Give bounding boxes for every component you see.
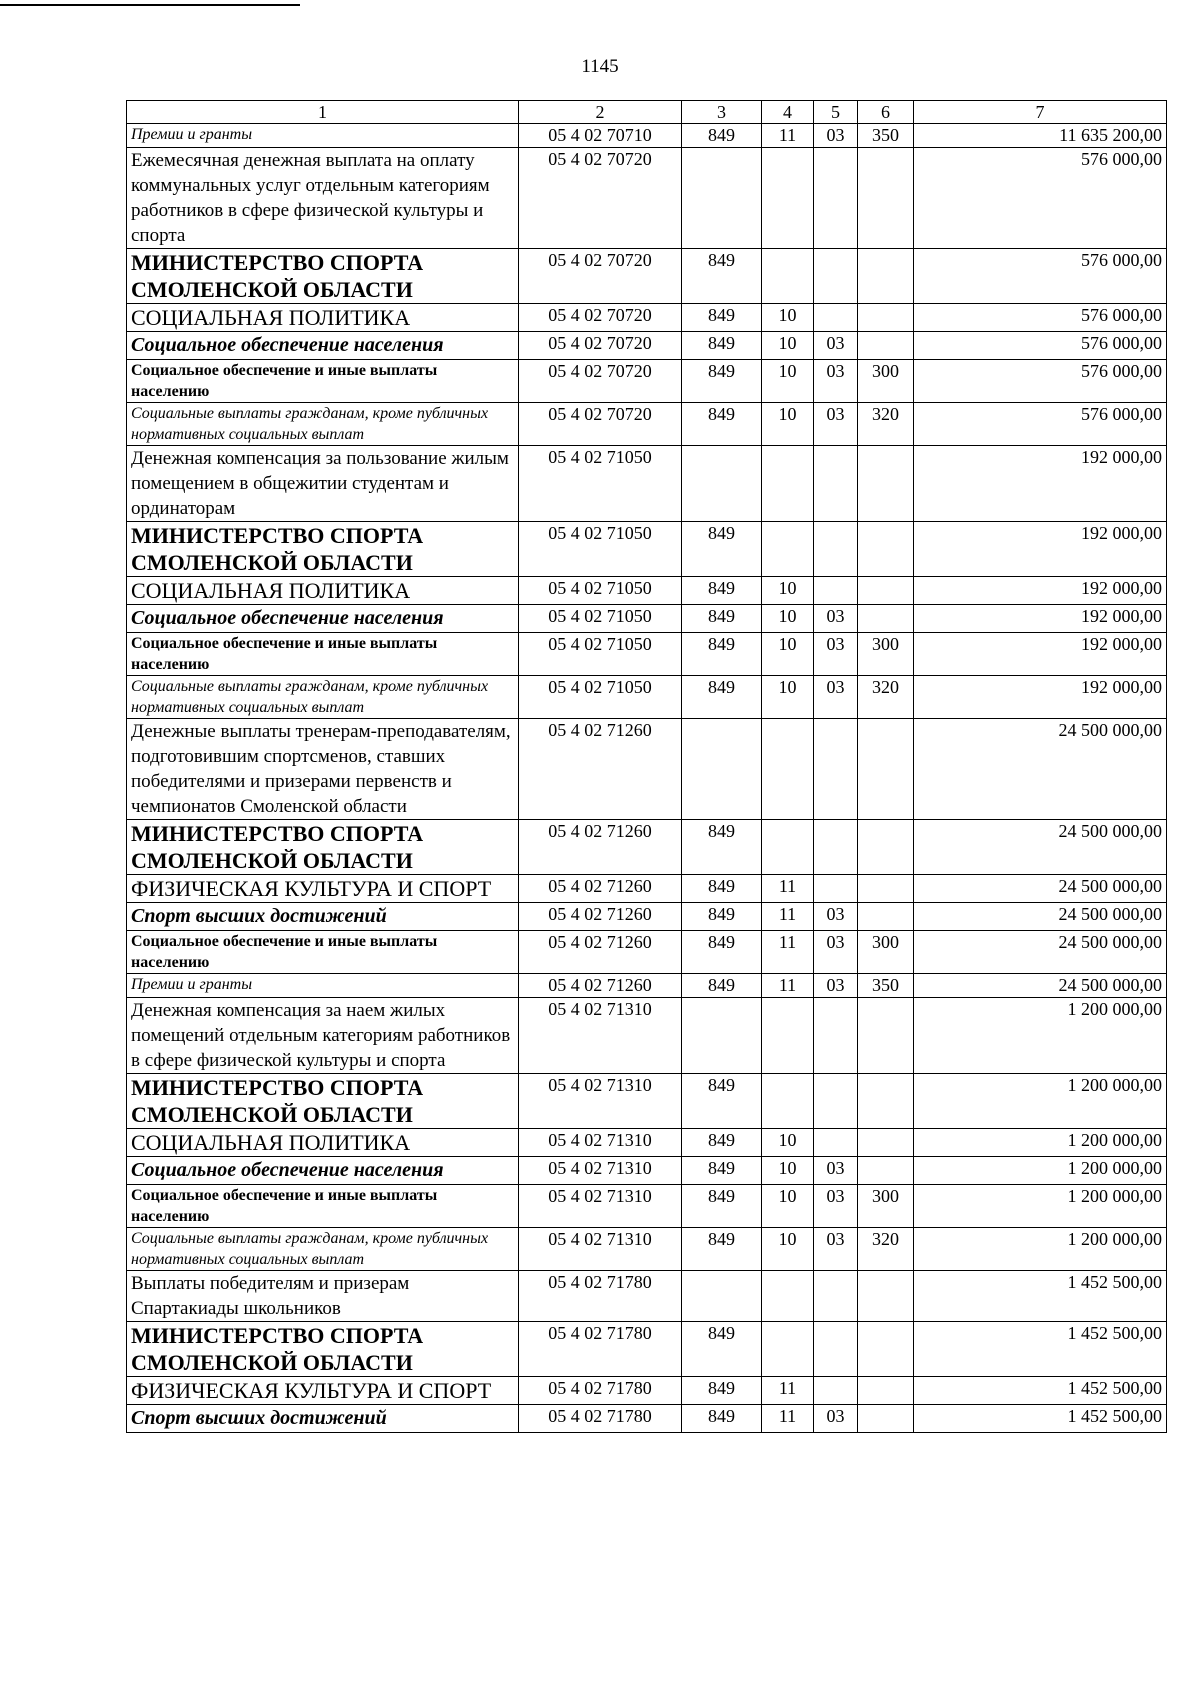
target-article-code: 05 4 02 71780 xyxy=(519,1322,682,1377)
target-article-code: 05 4 02 70710 xyxy=(519,124,682,148)
expense-type-code: 350 xyxy=(858,974,914,998)
target-article-code: 05 4 02 71050 xyxy=(519,522,682,577)
target-article-code: 05 4 02 71260 xyxy=(519,719,682,820)
subsection-code xyxy=(814,148,858,249)
item-name: Социальное обеспечение населения xyxy=(127,1157,519,1185)
target-article-code: 05 4 02 71260 xyxy=(519,875,682,903)
subsection-code xyxy=(814,1129,858,1157)
expense-type-code: 350 xyxy=(858,124,914,148)
expense-type-code: 300 xyxy=(858,1185,914,1228)
amount: 192 000,00 xyxy=(914,633,1167,676)
item-name: Спорт высших достижений xyxy=(127,1405,519,1433)
target-article-code: 05 4 02 71780 xyxy=(519,1377,682,1405)
target-article-code: 05 4 02 71050 xyxy=(519,446,682,522)
administrator-code: 849 xyxy=(682,332,762,360)
item-name: Социальное обеспечение и иные выплаты населению xyxy=(127,360,519,403)
item-name: СОЦИАЛЬНАЯ ПОЛИТИКА xyxy=(127,304,519,332)
expense-type-code xyxy=(858,1157,914,1185)
item-name: ФИЗИЧЕСКАЯ КУЛЬТУРА И СПОРТ xyxy=(127,1377,519,1405)
amount: 24 500 000,00 xyxy=(914,974,1167,998)
table-row xyxy=(127,931,1167,974)
budget-table xyxy=(126,100,1167,1433)
target-article-code: 05 4 02 71050 xyxy=(519,577,682,605)
amount: 576 000,00 xyxy=(914,332,1167,360)
subsection-code: 03 xyxy=(814,974,858,998)
administrator-code xyxy=(682,446,762,522)
table-row xyxy=(127,124,1167,148)
table-row xyxy=(127,719,1167,820)
item-name: СОЦИАЛЬНАЯ ПОЛИТИКА xyxy=(127,577,519,605)
subsection-code xyxy=(814,577,858,605)
expense-type-code xyxy=(858,522,914,577)
subsection-code xyxy=(814,304,858,332)
item-name: Денежная компенсация за наем жилых помещений отдельным категориям работников в сфере физической культуры и спорта xyxy=(127,998,519,1074)
expense-type-code xyxy=(858,148,914,249)
administrator-code: 849 xyxy=(682,1405,762,1433)
section-code: 10 xyxy=(762,1129,814,1157)
item-name: Денежные выплаты тренерам-преподавателям, подготовившим спортсменов, ставших победителями и призерами первенств и чемпионатов Смоленской области xyxy=(127,719,519,820)
expense-type-code: 320 xyxy=(858,1228,914,1271)
section-code xyxy=(762,522,814,577)
item-name: Выплаты победителям и призерам Спартакиады школьников xyxy=(127,1271,519,1322)
subsection-code: 03 xyxy=(814,605,858,633)
subsection-code xyxy=(814,1074,858,1129)
section-code xyxy=(762,1322,814,1377)
subsection-code: 03 xyxy=(814,931,858,974)
expense-type-code xyxy=(858,1322,914,1377)
target-article-code: 05 4 02 71260 xyxy=(519,931,682,974)
item-name: Социальное обеспечение и иные выплаты населению xyxy=(127,931,519,974)
subsection-code xyxy=(814,998,858,1074)
table-row xyxy=(127,446,1167,522)
administrator-code xyxy=(682,998,762,1074)
item-name: Спорт высших достижений xyxy=(127,903,519,931)
expense-type-code xyxy=(858,1405,914,1433)
table-row xyxy=(127,522,1167,577)
column-header: 6 xyxy=(858,101,914,124)
item-name: ФИЗИЧЕСКАЯ КУЛЬТУРА И СПОРТ xyxy=(127,875,519,903)
administrator-code: 849 xyxy=(682,974,762,998)
expense-type-code: 300 xyxy=(858,360,914,403)
target-article-code: 05 4 02 70720 xyxy=(519,304,682,332)
target-article-code: 05 4 02 71050 xyxy=(519,676,682,719)
table-row xyxy=(127,403,1167,446)
target-article-code: 05 4 02 71310 xyxy=(519,998,682,1074)
subsection-code: 03 xyxy=(814,676,858,719)
column-header: 1 xyxy=(127,101,519,124)
administrator-code xyxy=(682,1271,762,1322)
column-header: 2 xyxy=(519,101,682,124)
table-row xyxy=(127,676,1167,719)
administrator-code: 849 xyxy=(682,1129,762,1157)
subsection-code xyxy=(814,522,858,577)
subsection-code xyxy=(814,1377,858,1405)
subsection-code: 03 xyxy=(814,332,858,360)
amount: 576 000,00 xyxy=(914,249,1167,304)
amount: 192 000,00 xyxy=(914,522,1167,577)
administrator-code: 849 xyxy=(682,1074,762,1129)
table-row xyxy=(127,1074,1167,1129)
column-header: 4 xyxy=(762,101,814,124)
section-code xyxy=(762,820,814,875)
section-code xyxy=(762,1074,814,1129)
amount: 24 500 000,00 xyxy=(914,875,1167,903)
page-number: 1145 xyxy=(581,56,619,77)
target-article-code: 05 4 02 71310 xyxy=(519,1185,682,1228)
item-name: МИНИСТЕРСТВО СПОРТА СМОЛЕНСКОЙ ОБЛАСТИ xyxy=(127,522,519,577)
amount: 576 000,00 xyxy=(914,360,1167,403)
amount: 1 200 000,00 xyxy=(914,1228,1167,1271)
item-name: Премии и гранты xyxy=(127,974,519,998)
amount: 24 500 000,00 xyxy=(914,719,1167,820)
subsection-code: 03 xyxy=(814,403,858,446)
target-article-code: 05 4 02 70720 xyxy=(519,249,682,304)
item-name: Ежемесячная денежная выплата на оплату коммунальных услуг отдельным категориям работников в сфере физической культуры и спорта xyxy=(127,148,519,249)
section-code xyxy=(762,998,814,1074)
section-code: 10 xyxy=(762,577,814,605)
table-row xyxy=(127,875,1167,903)
expense-type-code xyxy=(858,304,914,332)
item-name: Социальное обеспечение населения xyxy=(127,605,519,633)
target-article-code: 05 4 02 71310 xyxy=(519,1074,682,1129)
item-name: СОЦИАЛЬНАЯ ПОЛИТИКА xyxy=(127,1129,519,1157)
item-name: Социальное обеспечение и иные выплаты населению xyxy=(127,1185,519,1228)
expense-type-code xyxy=(858,249,914,304)
table-row xyxy=(127,633,1167,676)
table-row xyxy=(127,1271,1167,1322)
subsection-code: 03 xyxy=(814,633,858,676)
table-row xyxy=(127,1129,1167,1157)
column-header: 5 xyxy=(814,101,858,124)
target-article-code: 05 4 02 70720 xyxy=(519,403,682,446)
expense-type-code xyxy=(858,446,914,522)
subsection-code xyxy=(814,1322,858,1377)
subsection-code: 03 xyxy=(814,1228,858,1271)
subsection-code xyxy=(814,820,858,875)
administrator-code: 849 xyxy=(682,403,762,446)
expense-type-code: 320 xyxy=(858,403,914,446)
section-code: 11 xyxy=(762,1405,814,1433)
amount: 1 452 500,00 xyxy=(914,1322,1167,1377)
expense-type-code xyxy=(858,820,914,875)
amount: 1 452 500,00 xyxy=(914,1405,1167,1433)
administrator-code: 849 xyxy=(682,1377,762,1405)
subsection-code xyxy=(814,249,858,304)
target-article-code: 05 4 02 71050 xyxy=(519,633,682,676)
subsection-code xyxy=(814,719,858,820)
administrator-code xyxy=(682,148,762,249)
administrator-code: 849 xyxy=(682,820,762,875)
amount: 1 200 000,00 xyxy=(914,1074,1167,1129)
amount: 576 000,00 xyxy=(914,403,1167,446)
section-code: 10 xyxy=(762,1157,814,1185)
table-row xyxy=(127,1322,1167,1377)
expense-type-code xyxy=(858,332,914,360)
table-row xyxy=(127,903,1167,931)
table-row xyxy=(127,974,1167,998)
item-name: Социальные выплаты гражданам, кроме публичных нормативных социальных выплат xyxy=(127,676,519,719)
expense-type-code xyxy=(858,1271,914,1322)
subsection-code: 03 xyxy=(814,1405,858,1433)
item-name: Премии и гранты xyxy=(127,124,519,148)
item-name: МИНИСТЕРСТВО СПОРТА СМОЛЕНСКОЙ ОБЛАСТИ xyxy=(127,1074,519,1129)
administrator-code: 849 xyxy=(682,1228,762,1271)
table-header-row xyxy=(127,101,1167,124)
target-article-code: 05 4 02 70720 xyxy=(519,360,682,403)
administrator-code: 849 xyxy=(682,903,762,931)
subsection-code: 03 xyxy=(814,1185,858,1228)
section-code: 10 xyxy=(762,332,814,360)
section-code: 10 xyxy=(762,360,814,403)
section-code: 10 xyxy=(762,605,814,633)
item-name: Социальные выплаты гражданам, кроме публичных нормативных социальных выплат xyxy=(127,403,519,446)
administrator-code: 849 xyxy=(682,360,762,403)
target-article-code: 05 4 02 71260 xyxy=(519,820,682,875)
amount: 1 200 000,00 xyxy=(914,1157,1167,1185)
section-code: 10 xyxy=(762,1228,814,1271)
amount: 24 500 000,00 xyxy=(914,931,1167,974)
table-row xyxy=(127,577,1167,605)
item-name: Социальное обеспечение и иные выплаты населению xyxy=(127,633,519,676)
amount: 192 000,00 xyxy=(914,446,1167,522)
expense-type-code xyxy=(858,1129,914,1157)
table-row xyxy=(127,332,1167,360)
subsection-code xyxy=(814,446,858,522)
expense-type-code xyxy=(858,605,914,633)
subsection-code: 03 xyxy=(814,124,858,148)
target-article-code: 05 4 02 71260 xyxy=(519,974,682,998)
table-row xyxy=(127,249,1167,304)
section-code: 11 xyxy=(762,974,814,998)
administrator-code: 849 xyxy=(682,249,762,304)
subsection-code xyxy=(814,1271,858,1322)
administrator-code: 849 xyxy=(682,304,762,332)
table-row xyxy=(127,1157,1167,1185)
expense-type-code xyxy=(858,719,914,820)
section-code: 10 xyxy=(762,1185,814,1228)
administrator-code: 849 xyxy=(682,931,762,974)
target-article-code: 05 4 02 71310 xyxy=(519,1129,682,1157)
section-code: 11 xyxy=(762,931,814,974)
target-article-code: 05 4 02 71780 xyxy=(519,1405,682,1433)
administrator-code: 849 xyxy=(682,1157,762,1185)
item-name: МИНИСТЕРСТВО СПОРТА СМОЛЕНСКОЙ ОБЛАСТИ xyxy=(127,1322,519,1377)
table-row xyxy=(127,1185,1167,1228)
table-row xyxy=(127,360,1167,403)
administrator-code: 849 xyxy=(682,676,762,719)
administrator-code: 849 xyxy=(682,1185,762,1228)
administrator-code: 849 xyxy=(682,1322,762,1377)
section-code: 10 xyxy=(762,403,814,446)
target-article-code: 05 4 02 71310 xyxy=(519,1157,682,1185)
administrator-code: 849 xyxy=(682,633,762,676)
amount: 1 452 500,00 xyxy=(914,1271,1167,1322)
administrator-code xyxy=(682,719,762,820)
item-name: Социальные выплаты гражданам, кроме публичных нормативных социальных выплат xyxy=(127,1228,519,1271)
table-row xyxy=(127,1377,1167,1405)
expense-type-code xyxy=(858,875,914,903)
expense-type-code xyxy=(858,1377,914,1405)
item-name: Социальное обеспечение населения xyxy=(127,332,519,360)
section-code: 11 xyxy=(762,124,814,148)
section-code: 10 xyxy=(762,633,814,676)
table-row xyxy=(127,304,1167,332)
expense-type-code: 300 xyxy=(858,931,914,974)
target-article-code: 05 4 02 70720 xyxy=(519,332,682,360)
target-article-code: 05 4 02 70720 xyxy=(519,148,682,249)
column-header: 3 xyxy=(682,101,762,124)
table-row xyxy=(127,998,1167,1074)
section-code xyxy=(762,148,814,249)
top-rule xyxy=(0,4,300,6)
target-article-code: 05 4 02 71780 xyxy=(519,1271,682,1322)
amount: 576 000,00 xyxy=(914,304,1167,332)
subsection-code: 03 xyxy=(814,1157,858,1185)
item-name: МИНИСТЕРСТВО СПОРТА СМОЛЕНСКОЙ ОБЛАСТИ xyxy=(127,249,519,304)
section-code xyxy=(762,719,814,820)
amount: 24 500 000,00 xyxy=(914,820,1167,875)
section-code: 11 xyxy=(762,875,814,903)
amount: 1 200 000,00 xyxy=(914,998,1167,1074)
expense-type-code: 300 xyxy=(858,633,914,676)
amount: 11 635 200,00 xyxy=(914,124,1167,148)
item-name: МИНИСТЕРСТВО СПОРТА СМОЛЕНСКОЙ ОБЛАСТИ xyxy=(127,820,519,875)
expense-type-code: 320 xyxy=(858,676,914,719)
amount: 1 200 000,00 xyxy=(914,1185,1167,1228)
section-code: 11 xyxy=(762,903,814,931)
amount: 192 000,00 xyxy=(914,605,1167,633)
section-code xyxy=(762,1271,814,1322)
amount: 576 000,00 xyxy=(914,148,1167,249)
section-code: 11 xyxy=(762,1377,814,1405)
table-row xyxy=(127,148,1167,249)
item-name: Денежная компенсация за пользование жилым помещением в общежитии студентам и ординаторам xyxy=(127,446,519,522)
table-row xyxy=(127,820,1167,875)
administrator-code: 849 xyxy=(682,577,762,605)
amount: 192 000,00 xyxy=(914,676,1167,719)
section-code xyxy=(762,249,814,304)
table-row xyxy=(127,605,1167,633)
column-header: 7 xyxy=(914,101,1167,124)
expense-type-code xyxy=(858,1074,914,1129)
target-article-code: 05 4 02 71260 xyxy=(519,903,682,931)
amount: 192 000,00 xyxy=(914,577,1167,605)
expense-type-code xyxy=(858,998,914,1074)
target-article-code: 05 4 02 71310 xyxy=(519,1228,682,1271)
subsection-code: 03 xyxy=(814,360,858,403)
section-code xyxy=(762,446,814,522)
section-code: 10 xyxy=(762,676,814,719)
administrator-code: 849 xyxy=(682,522,762,577)
table-row xyxy=(127,1405,1167,1433)
amount: 1 452 500,00 xyxy=(914,1377,1167,1405)
expense-type-code xyxy=(858,577,914,605)
expense-type-code xyxy=(858,903,914,931)
section-code: 10 xyxy=(762,304,814,332)
amount: 1 200 000,00 xyxy=(914,1129,1167,1157)
target-article-code: 05 4 02 71050 xyxy=(519,605,682,633)
administrator-code: 849 xyxy=(682,875,762,903)
amount: 24 500 000,00 xyxy=(914,903,1167,931)
administrator-code: 849 xyxy=(682,605,762,633)
table-row xyxy=(127,1228,1167,1271)
subsection-code: 03 xyxy=(814,903,858,931)
administrator-code: 849 xyxy=(682,124,762,148)
subsection-code xyxy=(814,875,858,903)
